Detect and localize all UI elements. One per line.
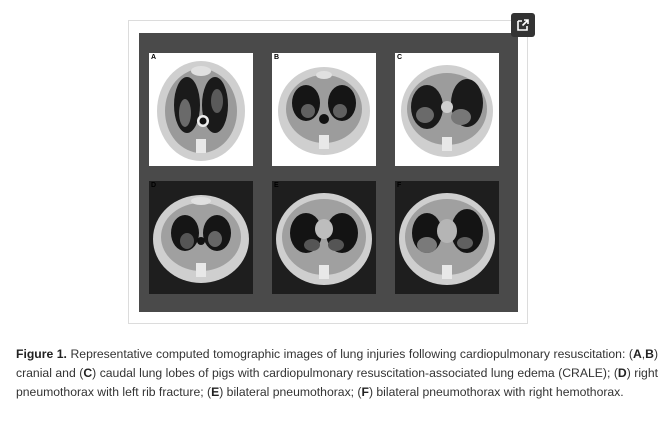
panel-label-c: C [397, 54, 403, 61]
ct-panel-c [395, 53, 499, 166]
ct-scan-b-image [272, 53, 376, 166]
panel-label-d: D [151, 182, 157, 189]
ct-panel-f [395, 181, 499, 294]
caption-text-2: ) cranial and ( [16, 347, 659, 380]
external-link-icon [516, 18, 530, 32]
caption-text-4: ) right pneumothorax with left rib fracture; ( [16, 366, 658, 399]
ct-scan-f-image [395, 181, 499, 294]
panel-label-a: A [151, 54, 157, 61]
caption-text-3: ) caudal lung lobes of pigs with cardiopulmonary resuscitation-associated lung edema (CRALE); ( [92, 366, 618, 380]
caption-text-5: ) bilateral pneumothorax; ( [219, 385, 362, 399]
panel-label-b: B [274, 54, 280, 61]
panel-label-f: F [397, 182, 402, 189]
caption-ref-b: B [645, 347, 654, 361]
caption-text-1: Representative computed tomographic images of lung injuries following cardiopulmonary resuscitation: ( [66, 347, 633, 361]
caption-ref-f: F [361, 385, 369, 399]
ct-panel-e [272, 181, 376, 294]
caption-text-6: ) bilateral pneumothorax with right hemothorax. [368, 385, 624, 399]
panel-label-e: E [274, 182, 279, 189]
figure-image[interactable] [128, 20, 528, 324]
caption-ref-d: D [617, 366, 627, 380]
caption-ref-a: A [632, 347, 642, 361]
ct-panel-d [149, 181, 253, 294]
ct-panel-a [149, 53, 253, 166]
expand-figure-button[interactable] [511, 13, 535, 37]
figure-background [139, 33, 518, 312]
caption-comma: , [641, 347, 646, 361]
caption-ref-c: C [83, 366, 93, 380]
ct-scan-c-image [395, 53, 499, 166]
ct-panel-b [272, 53, 376, 166]
figure-caption [16, 345, 658, 402]
ct-scan-d-image [149, 181, 253, 294]
ct-scan-a-image [149, 53, 253, 166]
caption-ref-e: E [211, 385, 220, 399]
figure-label: Figure 1. [16, 347, 67, 361]
ct-scan-e-image [272, 181, 376, 294]
